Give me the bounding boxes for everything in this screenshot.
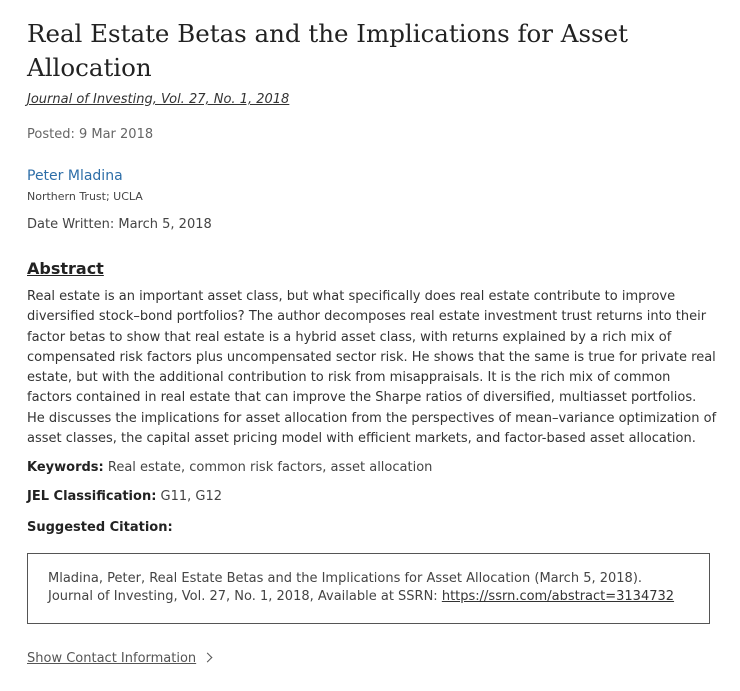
date-written: Date Written: March 5, 2018 <box>27 217 212 232</box>
citation-heading: Suggested Citation: <box>27 520 173 535</box>
show-contact-label: Show Contact Information <box>27 651 197 666</box>
keywords-value: Real estate, common risk factors, asset allocation <box>107 460 433 475</box>
journal-link[interactable]: Journal of Investing, Vol. 27, No. 1, 2018 <box>27 92 290 107</box>
citation-link[interactable]: https://ssrn.com/abstract=3134732 <box>441 589 675 604</box>
show-contact-button[interactable] <box>27 651 211 666</box>
posted-date: Posted: 9 Mar 2018 <box>27 127 154 142</box>
abstract-heading: Abstract <box>27 259 104 278</box>
keywords-row <box>27 460 432 475</box>
author-link[interactable]: Peter Mladina <box>27 168 123 184</box>
citation-box <box>27 553 710 624</box>
citation-body: Mladina, Peter, Real Estate Betas and the Implications for Asset Allocation (March 5, 2018). Journal of Investing, Vol. 27, No. 1, 2018, Available at SSRN: <box>48 571 643 604</box>
jel-row <box>27 489 222 504</box>
jel-value: G11, G12 <box>160 489 223 504</box>
chevron-right-icon <box>203 653 213 663</box>
jel-label: JEL Classification: <box>27 489 157 504</box>
abstract-text: Real estate is an important asset class, but what specifically does real estate contribute to improve diversified stock–bond portfolios? The author decomposes real estate investment trust returns into their factor betas to show that real estate is a hybrid asset class, with returns explained by a rich mix of compensated risk factors plus uncompensated sector risk. He shows that the same is true for private real estate, but with the additional contribution to risk from misappraisals. It is the rich mix of common factors contained in real estate that can improve the Sharpe ratios of diversified, multiasset portfolios. He discusses the implications for asset allocation from the perspectives of mean–variance optimization of asset classes, the capital asset pricing model with efficient markets, and factor-based asset allocation. <box>27 289 717 447</box>
citation-text <box>48 570 688 606</box>
author-affiliation: Northern Trust; UCLA <box>27 190 143 203</box>
keywords-label: Keywords: <box>27 460 104 475</box>
paper-title: Real Estate Betas and the Implications for Asset Allocation <box>27 19 628 82</box>
